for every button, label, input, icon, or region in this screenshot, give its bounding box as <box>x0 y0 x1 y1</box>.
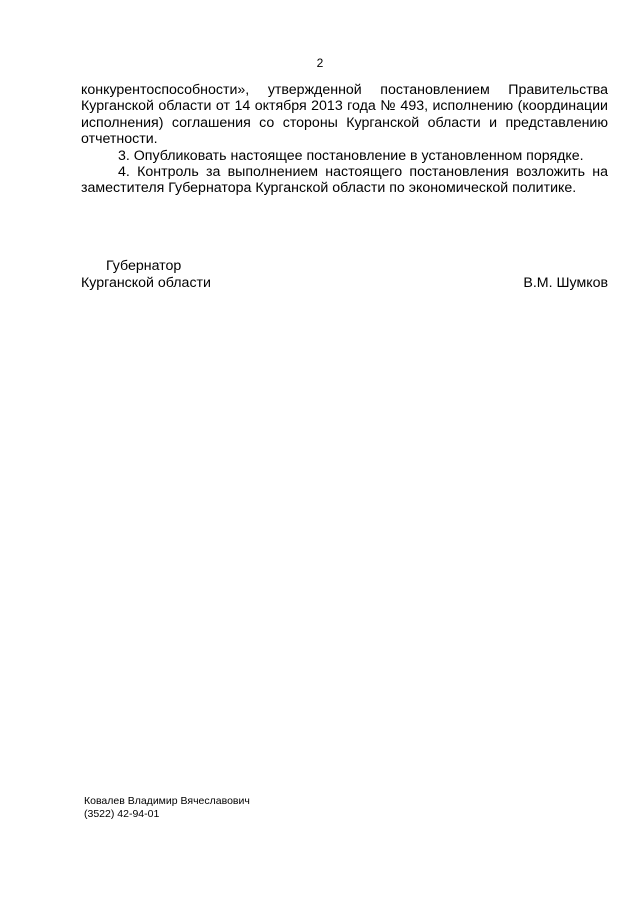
executor-name: Ковалев Владимир Вячеславович <box>84 795 250 807</box>
document-body <box>81 82 608 197</box>
signatory-name: В.М. Шумков <box>523 275 608 291</box>
signatory-title: Губернатор <box>106 258 182 274</box>
executor-phone: (3522) 42-94-01 <box>84 808 160 820</box>
page-number: 2 <box>316 56 324 70</box>
paragraph-item-4: 4. Контроль за выполнением настоящего постановления возложить на заместителя Губернатора Курганской области по экономической политике. <box>81 164 608 197</box>
signatory-region: Курганской области <box>81 275 211 291</box>
paragraph-item-3: 3. Опубликовать настоящее постановление в установленном порядке. <box>118 147 584 164</box>
signature-block <box>81 258 608 292</box>
paragraph-continuation: конкурентоспособности», утвержденной постановлением Правительства Курганской области от 14 октября 2013 года № 493, исполнению (координации исполнения) соглашения со стороны Курганской области и представлению отчетности. <box>81 82 608 148</box>
executor-block <box>84 795 250 821</box>
signature-row <box>81 275 608 292</box>
